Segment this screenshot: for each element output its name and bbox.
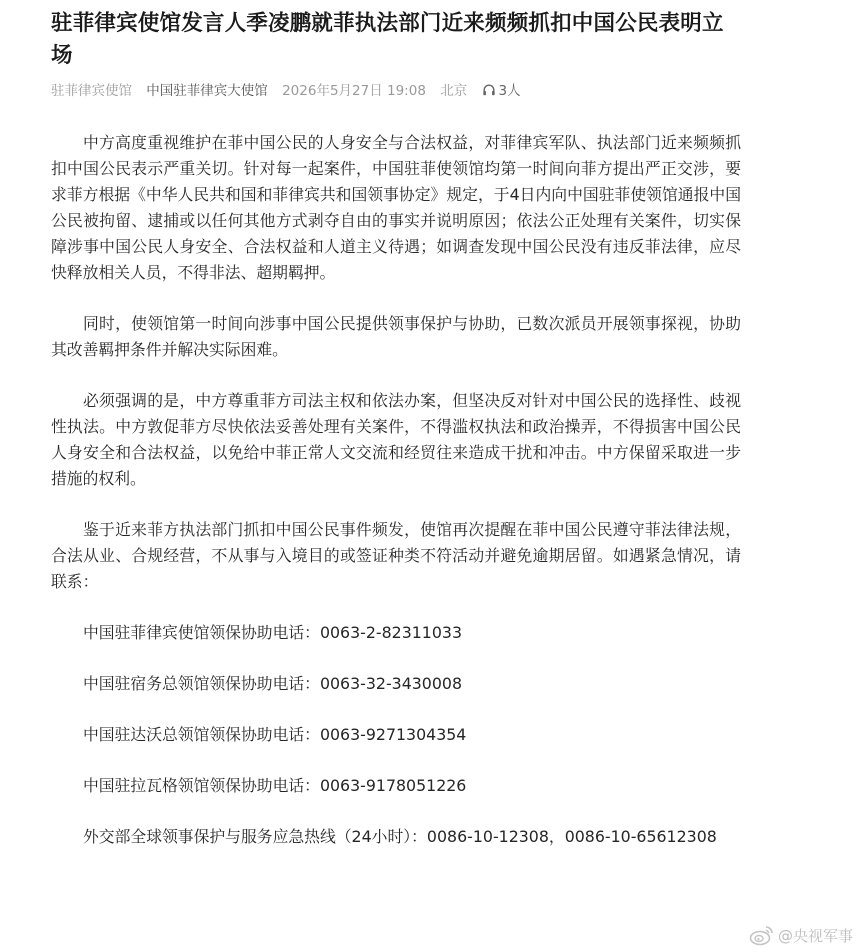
meta-datetime: 2026年5月27日 19:08: [282, 83, 426, 99]
hotline-paragraph: 外交部全球领事保护与服务应急热线（24小时）：0086-10-12308，0086-10-65612308: [83, 827, 717, 846]
weibo-logo-icon: [749, 924, 775, 946]
watermark-text: @央视军事: [777, 926, 853, 945]
article: [51, 8, 741, 850]
article-title: 驻菲律宾使馆发言人季凌鹏就菲执法部门近来频频抓扣中国公民表明立场: [51, 11, 724, 68]
paragraph-3: 必须强调的是，中方尊重菲方司法主权和依法办案，但坚决反对针对中国公民的选择性、歧视性执法。中方敦促菲方尽快依法妥善处理有关案件，不得滥权执法和政治操弄，不得损害中国公民人身安全和合法权益，以免给中菲正常人文交流和经贸往来造成干扰和冲击。中方保留采取进一步措施的权利。: [51, 391, 741, 488]
contact-cebu: 中国驻宿务总领馆领保协助电话：0063-32-3430008: [83, 674, 463, 693]
meta-source[interactable]: 驻菲律宾使馆: [51, 83, 132, 99]
contact-embassy: 中国驻菲律宾使馆领保协助电话：0063-2-82311033: [83, 623, 463, 642]
listen-button[interactable]: [482, 80, 521, 102]
paragraph-4: 鉴于近来菲方执法部门抓扣中国公民事件频发，使馆再次提醒在菲中国公民遵守菲法律法规，合法从业、合规经营，不从事与入境目的或签证种类不符活动并避免逾期居留。如遇紧急情况，请联系：: [51, 520, 741, 591]
paragraph-2: 同时，使领馆第一时间向涉事中国公民提供领事保护与协助，已数次派员开展领事探视，协助其改善羁押条件并解决实际困难。: [51, 314, 741, 359]
meta-account[interactable]: 中国驻菲律宾大使馆: [146, 83, 268, 99]
article-body: [51, 130, 741, 850]
headphone-icon: [482, 83, 496, 97]
paragraph-1: 中方高度重视维护在菲中国公民的人身安全与合法权益，对菲律宾军队、执法部门近来频频抓扣中国公民表示严重关切。针对每一起案件，中国驻菲使领馆均第一时间向菲方提出严正交涉，要求菲方根据《中华人民共和国和菲律宾共和国领事协定》规定，于4日内向中国驻菲使领馆通报中国公民被拘留、逮捕或以任何其他方式剥夺自由的事实并说明原因；依法公正处理有关案件，切实保障涉事中国公民人身安全、合法权益和人道主义待遇；如调查发现中国公民没有违反菲法律，应尽快释放相关人员，不得非法、超期羁押。: [51, 133, 741, 282]
article-meta: [51, 80, 741, 102]
contact-laoag: 中国驻拉瓦格领馆领保协助电话：0063-9178051226: [83, 776, 467, 795]
listener-count: 3人: [498, 83, 521, 99]
watermark: [749, 922, 853, 948]
contact-davao: 中国驻达沃总领馆领保协助电话：0063-9271304354: [83, 725, 467, 744]
meta-location: 北京: [440, 83, 468, 99]
